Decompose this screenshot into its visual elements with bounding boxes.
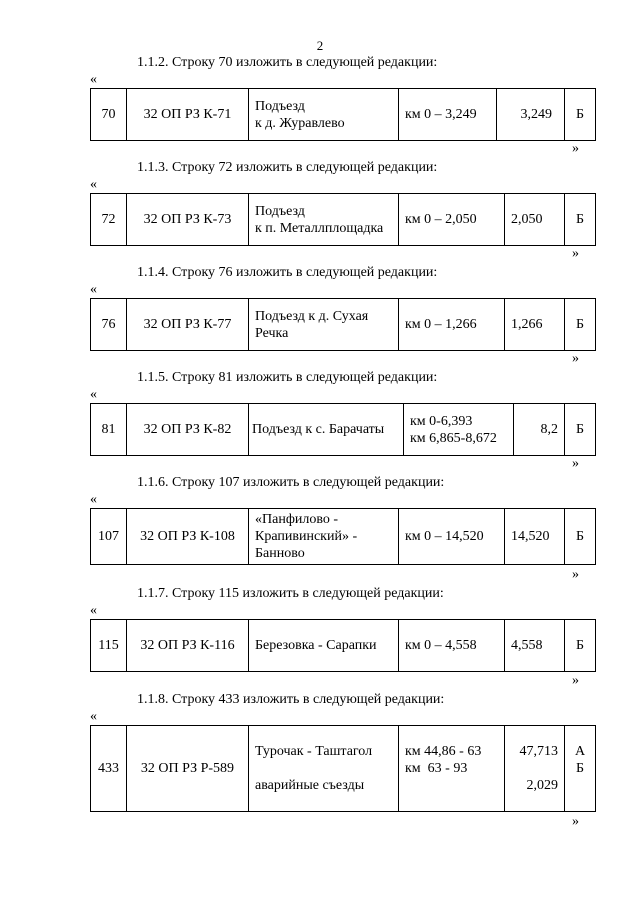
row-number: 107	[91, 509, 127, 565]
table-row	[90, 725, 596, 812]
table-row	[90, 619, 596, 672]
row-number: 81	[91, 404, 127, 456]
page-number: 2	[316, 38, 324, 53]
road-category: Б	[565, 404, 596, 456]
road-name: Подъезд к п. Металлплощадка	[249, 194, 399, 246]
road-category: А Б	[565, 726, 596, 812]
table-row	[90, 298, 596, 351]
quote-open: «	[90, 387, 97, 402]
road-code: 32 ОП РЗ К-116	[127, 620, 249, 672]
section-heading: 1.1.6. Строку 107 изложить в следующей редакции:	[137, 475, 445, 490]
road-code: 32 ОП РЗ К-108	[127, 509, 249, 565]
road-name: Березовка - Сарапки	[249, 620, 399, 672]
section-heading: 1.1.8. Строку 433 изложить в следующей редакции:	[137, 692, 445, 707]
table-row	[90, 508, 596, 565]
road-km: км 0-6,393 км 6,865-8,672	[404, 404, 514, 456]
quote-open: «	[90, 177, 97, 192]
quote-close: »	[572, 567, 579, 582]
road-category: Б	[565, 299, 596, 351]
road-km: км 44,86 - 63 км 63 - 93	[399, 726, 505, 812]
quote-open: «	[90, 72, 97, 87]
quote-close: »	[572, 141, 579, 156]
row-number: 72	[91, 194, 127, 246]
table-row	[90, 88, 596, 141]
road-code: 32 ОП РЗ Р-589	[127, 726, 249, 812]
road-code: 32 ОП РЗ К-73	[127, 194, 249, 246]
road-length: 1,266	[505, 299, 565, 351]
road-name: Подъезд к с. Барачаты	[249, 404, 404, 456]
road-km: км 0 – 2,050	[399, 194, 505, 246]
road-code: 32 ОП РЗ К-82	[127, 404, 249, 456]
quote-open: «	[90, 603, 97, 618]
road-name: «Панфилово - Крапивинский» - Банново	[249, 509, 399, 565]
quote-close: »	[572, 246, 579, 261]
road-length: 3,249	[497, 89, 565, 141]
road-name: Подъезд к д. Сухая Речка	[249, 299, 399, 351]
quote-open: «	[90, 492, 97, 507]
section-heading: 1.1.4. Строку 76 изложить в следующей редакции:	[137, 265, 438, 280]
quote-close: »	[572, 456, 579, 471]
road-km: км 0 – 14,520	[399, 509, 505, 565]
road-code: 32 ОП РЗ К-77	[127, 299, 249, 351]
table-row	[90, 193, 596, 246]
road-length: 47,713 2,029	[505, 726, 565, 812]
road-length: 4,558	[505, 620, 565, 672]
road-category: Б	[565, 194, 596, 246]
table-row	[90, 403, 596, 456]
quote-close: »	[572, 814, 579, 829]
quote-open: «	[90, 282, 97, 297]
section-heading: 1.1.3. Строку 72 изложить в следующей редакции:	[137, 160, 438, 175]
road-length: 2,050	[505, 194, 565, 246]
quote-close: »	[572, 673, 579, 688]
section-heading: 1.1.2. Строку 70 изложить в следующей редакции:	[137, 55, 438, 70]
row-number: 76	[91, 299, 127, 351]
section-heading: 1.1.7. Строку 115 изложить в следующей редакции:	[137, 586, 444, 601]
quote-close: »	[572, 351, 579, 366]
road-name: Турочак - Таштагол аварийные съезды	[249, 726, 399, 812]
road-length: 8,2	[514, 404, 565, 456]
section-heading: 1.1.5. Строку 81 изложить в следующей редакции:	[137, 370, 438, 385]
road-category: Б	[565, 620, 596, 672]
road-km: км 0 – 3,249	[399, 89, 497, 141]
road-length: 14,520	[505, 509, 565, 565]
road-category: Б	[565, 89, 596, 141]
road-km: км 0 – 1,266	[399, 299, 505, 351]
row-number: 115	[91, 620, 127, 672]
road-km: км 0 – 4,558	[399, 620, 505, 672]
row-number: 433	[91, 726, 127, 812]
road-code: 32 ОП РЗ К-71	[127, 89, 249, 141]
quote-open: «	[90, 709, 97, 724]
road-category: Б	[565, 509, 596, 565]
road-name: Подъезд к д. Журавлево	[249, 89, 399, 141]
row-number: 70	[91, 89, 127, 141]
